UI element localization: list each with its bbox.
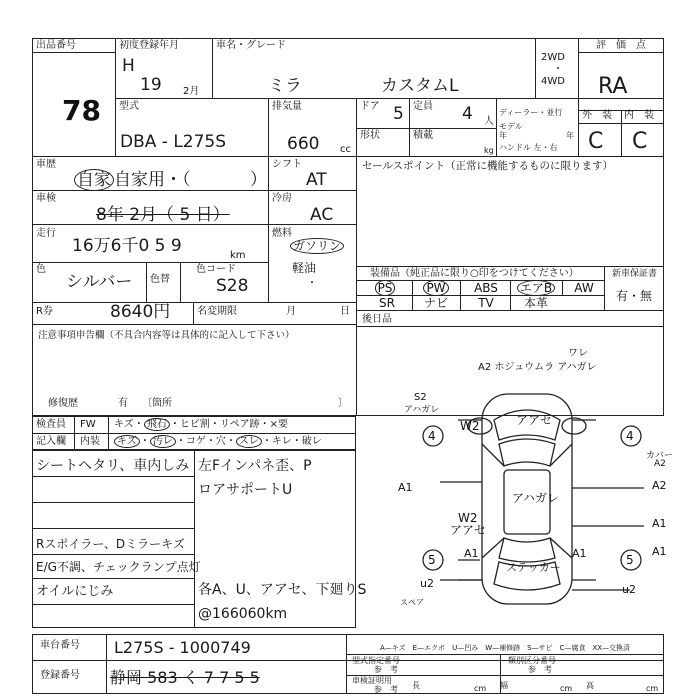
cm-2: cm bbox=[560, 684, 573, 693]
note-8: @166060km bbox=[198, 606, 288, 622]
warranty-value: 有・無 bbox=[616, 289, 653, 303]
shift-label: シフト bbox=[272, 159, 302, 170]
doors-label: ドア bbox=[360, 101, 380, 112]
color-change-label: 色替 bbox=[150, 274, 170, 285]
inspector-interior: 内装 bbox=[80, 436, 100, 447]
divider bbox=[193, 302, 194, 324]
inspection-label: 車検 bbox=[36, 193, 56, 204]
row1-sep: ・ bbox=[169, 419, 180, 430]
handle-label: ハンドル 左・右 bbox=[499, 143, 558, 152]
diagram-cover-a2: A2 bbox=[654, 459, 666, 469]
car-rear-window bbox=[499, 538, 555, 562]
row1-scratch: キズ bbox=[114, 419, 134, 430]
rating-value: RA bbox=[598, 74, 628, 99]
equip-tv: TV bbox=[478, 296, 494, 310]
year-suffix: 年 bbox=[566, 131, 574, 140]
capacity-value: 4 bbox=[462, 104, 473, 124]
notes-label: 注意事項申告欄（不具合内容等は具体的に記入して下さい） bbox=[38, 330, 295, 341]
divider bbox=[460, 280, 461, 310]
color-value: シルバー bbox=[66, 272, 133, 292]
divider bbox=[115, 38, 116, 156]
diagram-u2-left: u2 bbox=[420, 577, 434, 590]
history-value-circled: 自家 bbox=[74, 169, 114, 191]
diagram-w2-top: W2 bbox=[460, 419, 480, 433]
divider bbox=[562, 280, 563, 295]
divider bbox=[106, 634, 107, 694]
divider bbox=[356, 266, 664, 267]
shift-value: AT bbox=[306, 170, 327, 190]
diagram-s2: S2 bbox=[414, 392, 427, 403]
divider bbox=[409, 98, 410, 128]
height-label: 高 bbox=[586, 681, 594, 690]
diagram-tire-fl: 4 bbox=[428, 429, 436, 443]
recycle-label: R券 bbox=[36, 306, 53, 317]
plate-label: 登録番号 bbox=[40, 670, 80, 681]
equip-label: 装備品（純正品に限り○印をつけてください） bbox=[370, 268, 579, 279]
note-1: シートヘタリ、車内しみ bbox=[36, 458, 190, 474]
mileage-value: 16万6千0 5 9 bbox=[72, 236, 182, 256]
divider bbox=[146, 262, 147, 302]
drive-2wd: 2WD bbox=[541, 52, 565, 63]
divider bbox=[346, 634, 347, 694]
row2-hole: 穴 bbox=[215, 436, 226, 447]
inspector-row1 bbox=[114, 419, 288, 431]
row1-crack: ヒビ割 bbox=[179, 419, 210, 430]
fuel-gas: ガソリン bbox=[290, 238, 344, 254]
divider bbox=[268, 156, 269, 302]
equip-pw: PW bbox=[423, 280, 448, 296]
row1-sep: ・ bbox=[259, 419, 270, 430]
class-label: 類別区分番号 bbox=[508, 656, 556, 665]
row1-sep: ・ bbox=[209, 419, 220, 430]
repair-part: 〔箇所 bbox=[142, 398, 172, 409]
divider bbox=[115, 98, 664, 99]
diagram-a1-bottom-right: A1 bbox=[572, 547, 587, 560]
diagram-a1-bottom-left: A1 bbox=[464, 547, 479, 560]
divider bbox=[32, 52, 115, 53]
divider bbox=[32, 528, 194, 529]
ref-3: 参 考 bbox=[374, 685, 398, 694]
row1-need: ×要 bbox=[269, 419, 289, 430]
row2-sep: ・ bbox=[205, 436, 216, 447]
displacement-unit: cc bbox=[340, 144, 351, 155]
divider bbox=[356, 326, 664, 327]
fuel-label: 燃料 bbox=[272, 228, 292, 239]
divider bbox=[356, 128, 496, 129]
cm-1: cm bbox=[474, 684, 487, 693]
divider bbox=[356, 310, 664, 311]
divider bbox=[180, 262, 181, 302]
ref-1: 参 考 bbox=[374, 665, 398, 674]
capacity-label: 定員 bbox=[413, 101, 433, 112]
note-4: Rスポイラー、Dミラーキズ bbox=[36, 537, 185, 551]
ac-label: 冷房 bbox=[272, 193, 292, 204]
model-label: 型式 bbox=[119, 101, 139, 112]
model-value: DBA - L275S bbox=[120, 132, 227, 152]
ac-value: AC bbox=[310, 205, 334, 225]
divider bbox=[32, 224, 268, 225]
interior-value: C bbox=[632, 129, 648, 154]
reg-month: 2月 bbox=[183, 86, 200, 97]
note-7: 各A、U、アアセ、下廻りS bbox=[198, 582, 367, 598]
diagram-sticker: ステッカー bbox=[506, 561, 561, 574]
diagram-w2-bottom: W2 bbox=[458, 511, 478, 525]
row2-sep: ・ bbox=[175, 436, 186, 447]
color-label: 色 bbox=[36, 264, 46, 275]
divider bbox=[32, 190, 268, 191]
drive-dot: ・ bbox=[553, 64, 563, 75]
divider bbox=[32, 262, 268, 263]
exterior-value: C bbox=[588, 129, 604, 154]
divider bbox=[32, 554, 194, 555]
diagram-cover: カバー bbox=[646, 451, 674, 461]
note-6: オイルにじみ bbox=[36, 584, 114, 599]
recycle-value: 8640円 bbox=[110, 302, 171, 322]
color-code-label: 色コード bbox=[196, 264, 236, 275]
displacement-value: 660 bbox=[287, 134, 320, 154]
inspector-label-2: 記入欄 bbox=[36, 436, 66, 447]
equip-aw: AW bbox=[574, 281, 594, 295]
car-name-label: 車名・グレード bbox=[216, 40, 286, 51]
sales-label: セールスポイント（正常に機能するものに限ります） bbox=[362, 160, 614, 172]
row2-sep: ・ bbox=[261, 436, 272, 447]
rear-seat-label: 後日品 bbox=[362, 314, 392, 325]
inspector-row2 bbox=[114, 436, 322, 448]
row2-scratch: キズ bbox=[114, 435, 140, 448]
lot-number: 78 bbox=[62, 94, 101, 127]
cert-label: 車検証明用 bbox=[352, 676, 392, 685]
interior-label: 内 装 bbox=[624, 110, 654, 121]
note-3: ロアサポートU bbox=[198, 482, 293, 498]
divider bbox=[194, 450, 195, 628]
repair-label: 修復歴 bbox=[48, 398, 78, 409]
equip-leather: 本革 bbox=[523, 296, 548, 310]
divider bbox=[578, 38, 579, 156]
equip-sr: SR bbox=[379, 296, 395, 310]
repair-yes: 有 bbox=[118, 398, 128, 409]
divider bbox=[108, 416, 109, 450]
type-spec-label: 型式指定番号 bbox=[352, 656, 400, 665]
diagram-pase-bottom: アアセ bbox=[450, 523, 486, 537]
divider bbox=[268, 190, 356, 191]
divider bbox=[32, 302, 356, 303]
row1-sep: ・ bbox=[133, 419, 144, 430]
chassis-value: L275S - 1000749 bbox=[114, 638, 251, 657]
diagram-a1-right1: A1 bbox=[652, 517, 667, 530]
diagram-pase-top: アアセ bbox=[516, 413, 552, 427]
month-label: 月 bbox=[286, 306, 296, 317]
divider bbox=[32, 324, 356, 325]
diagram-tire-rl: 5 bbox=[428, 553, 436, 567]
reg-era: H bbox=[122, 56, 135, 76]
fuel-dot: ・ bbox=[307, 278, 317, 289]
note-2: 左Fインパネ歪、P bbox=[198, 458, 312, 474]
inspector-fw: FW bbox=[80, 419, 96, 430]
row1-repair: リペア跡 bbox=[219, 419, 260, 430]
divider bbox=[496, 98, 497, 156]
car-name: ミラ bbox=[268, 76, 302, 96]
row2-sep: ・ bbox=[225, 436, 236, 447]
divider bbox=[32, 156, 664, 157]
row2-sep: ・ bbox=[139, 436, 150, 447]
reg-year: 19 bbox=[140, 75, 162, 95]
divider bbox=[212, 38, 213, 98]
diagram-tire-fr: 4 bbox=[626, 429, 634, 443]
divider bbox=[510, 280, 511, 310]
inspection-value: 8年 2月（ 5 日） bbox=[96, 205, 230, 225]
load-unit: kg bbox=[484, 146, 494, 155]
equip-abs: ABS bbox=[474, 281, 498, 295]
diagram-roof: アハガレ bbox=[512, 491, 560, 505]
equip-navi: ナビ bbox=[423, 296, 448, 310]
divider bbox=[268, 224, 356, 225]
rating-label: 評 価 点 bbox=[596, 40, 646, 51]
capacity-unit: 人 bbox=[484, 116, 494, 127]
divider bbox=[32, 502, 194, 503]
row2-stain: 汚レ bbox=[150, 435, 176, 448]
diagram-top-note2: ワレ bbox=[568, 348, 588, 359]
row2-tear: 破レ bbox=[301, 436, 322, 447]
divider bbox=[32, 476, 194, 477]
divider bbox=[32, 578, 194, 579]
divider bbox=[356, 98, 357, 156]
divider bbox=[621, 110, 622, 156]
row2-cut: キレ bbox=[271, 436, 292, 447]
exterior-label: 外 装 bbox=[582, 110, 612, 121]
model-year-label: モデル bbox=[499, 122, 523, 131]
diagram-s2-note: アハガレ bbox=[404, 405, 440, 415]
diagram-a2-right: A2 bbox=[652, 479, 667, 492]
diagram-u2-right: u2 bbox=[622, 583, 636, 596]
width-label: 幅 bbox=[500, 681, 508, 690]
repair-close: 〕 bbox=[338, 398, 348, 409]
dealer-label: ディーラー・並行 bbox=[499, 108, 563, 117]
divider bbox=[268, 98, 269, 156]
lot-label: 出品番号 bbox=[36, 40, 76, 51]
model-year-suffix: 年 bbox=[499, 131, 507, 140]
plate-value: 静岡 583 く 7 7 5 5 bbox=[110, 668, 260, 687]
car-windshield bbox=[499, 439, 555, 466]
row2-sep: ・ bbox=[291, 436, 302, 447]
color-code: S28 bbox=[216, 276, 249, 296]
divider bbox=[412, 280, 413, 310]
displacement-label: 排気量 bbox=[272, 101, 302, 112]
history-value-text: 自家用・（ bbox=[114, 170, 191, 190]
divider bbox=[32, 604, 194, 605]
doors-value: 5 bbox=[393, 104, 404, 124]
name-change-label: 名変期限 bbox=[197, 306, 237, 317]
equip-airbag: エアB bbox=[517, 280, 555, 296]
divider bbox=[535, 38, 536, 98]
diagram-spare: スペア bbox=[400, 598, 424, 607]
divider bbox=[604, 266, 605, 310]
load-label: 積載 bbox=[413, 130, 433, 141]
mileage-label: 走行 bbox=[36, 228, 56, 239]
length-label: 長 bbox=[412, 681, 420, 690]
shape-label: 形状 bbox=[360, 130, 380, 141]
history-close: ） bbox=[250, 170, 267, 190]
inspector-label-1: 検査員 bbox=[36, 419, 66, 430]
equip-ps: PS bbox=[375, 280, 396, 296]
damage-legend: A—キズ E—エクボ U—凹み W—補修跡 S—サビ C—腐食 XX—交換済 bbox=[380, 644, 631, 652]
chassis-label: 車台番号 bbox=[40, 640, 80, 651]
car-grade: カスタムL bbox=[381, 76, 459, 96]
mileage-unit: km bbox=[230, 250, 246, 261]
divider bbox=[578, 110, 664, 111]
divider bbox=[32, 433, 356, 434]
diagram-tire-rr: 5 bbox=[626, 553, 634, 567]
row2-burn: コゲ bbox=[185, 436, 206, 447]
history-value bbox=[74, 170, 191, 190]
divider bbox=[356, 156, 357, 416]
divider bbox=[74, 416, 75, 450]
divider bbox=[32, 660, 664, 661]
warranty-label: 新車保証書 bbox=[612, 269, 658, 279]
divider bbox=[346, 654, 664, 655]
cm-3: cm bbox=[646, 684, 659, 693]
reg-year-label: 初度登録年月 bbox=[119, 40, 179, 51]
row2-rub: スレ bbox=[236, 435, 262, 448]
divider bbox=[578, 52, 664, 53]
ref-2: 参 考 bbox=[528, 665, 552, 674]
history-label: 車歴 bbox=[36, 159, 56, 170]
diagram-top-note1: A2 ホジュウムラ アハガレ bbox=[478, 362, 597, 373]
note-5: E/G不調、チェックランプ点灯 bbox=[36, 560, 201, 574]
diagram-a1-left: A1 bbox=[398, 481, 413, 494]
drive-4wd: 4WD bbox=[541, 76, 565, 87]
diagram-a1-right2: A1 bbox=[652, 545, 667, 558]
fuel-light: 軽油 bbox=[292, 261, 317, 275]
day-label: 日 bbox=[340, 306, 350, 317]
divider bbox=[409, 128, 410, 156]
row1-chip: 飛石 bbox=[144, 418, 170, 431]
divider bbox=[346, 675, 664, 676]
